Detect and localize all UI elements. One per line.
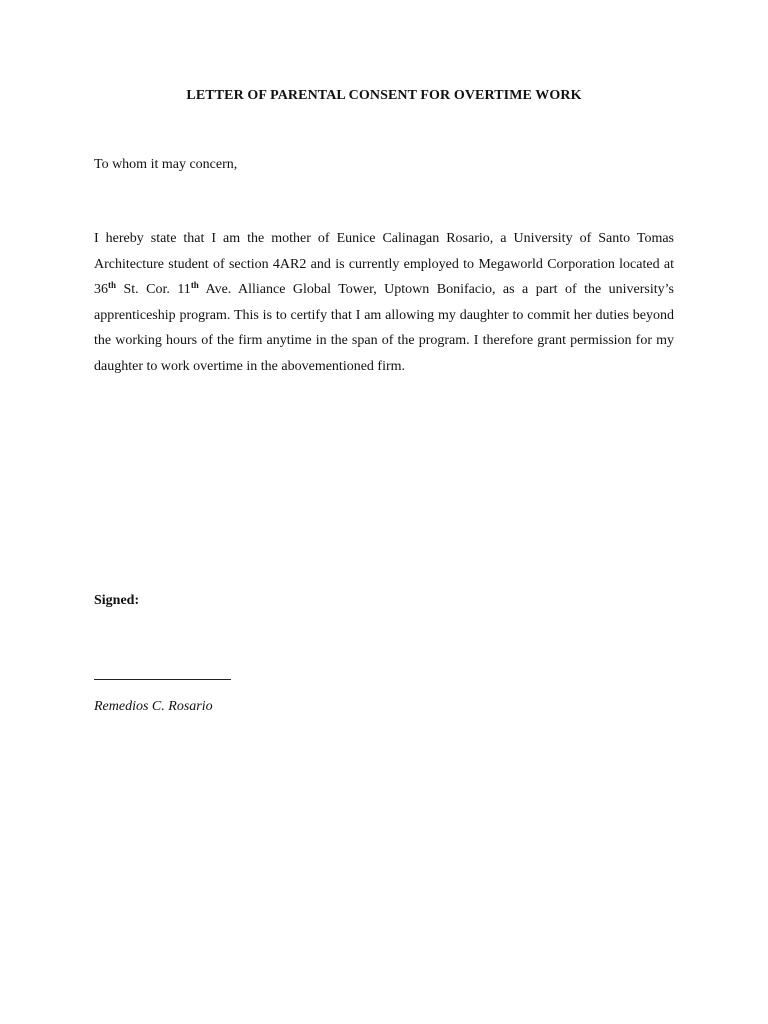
letter-title: LETTER OF PARENTAL CONSENT FOR OVERTIME WORK: [186, 88, 582, 103]
ordinal-suffix-2: th: [190, 280, 199, 290]
signer-name: Remedios C. Rosario: [94, 699, 213, 714]
body-text-part-2: St. Cor. 11: [116, 282, 191, 297]
ordinal-suffix-1: th: [108, 280, 117, 290]
signature-line: [94, 679, 231, 680]
letter-body-paragraph: [94, 226, 674, 379]
body-text-part-3: Ave. Alliance Global Tower, Uptown Bonifacio, as a part of the university’s apprenticeship program. This is to certify that I am allowing my daughter to commit her duties beyond the working hours of the firm anytime in the span of the program. I therefore grant permission for my daughter to work overtime in the abovementioned firm.: [94, 282, 674, 374]
salutation: To whom it may concern,: [94, 157, 238, 172]
signed-label: Signed:: [94, 593, 140, 608]
body-text-part-1: I hereby state that I am the mother of Eunice Calinagan Rosario, a University of Santo Tomas Architecture student of section 4AR2 and is currently employed to Megaworld Corporation located at 36: [94, 231, 674, 297]
